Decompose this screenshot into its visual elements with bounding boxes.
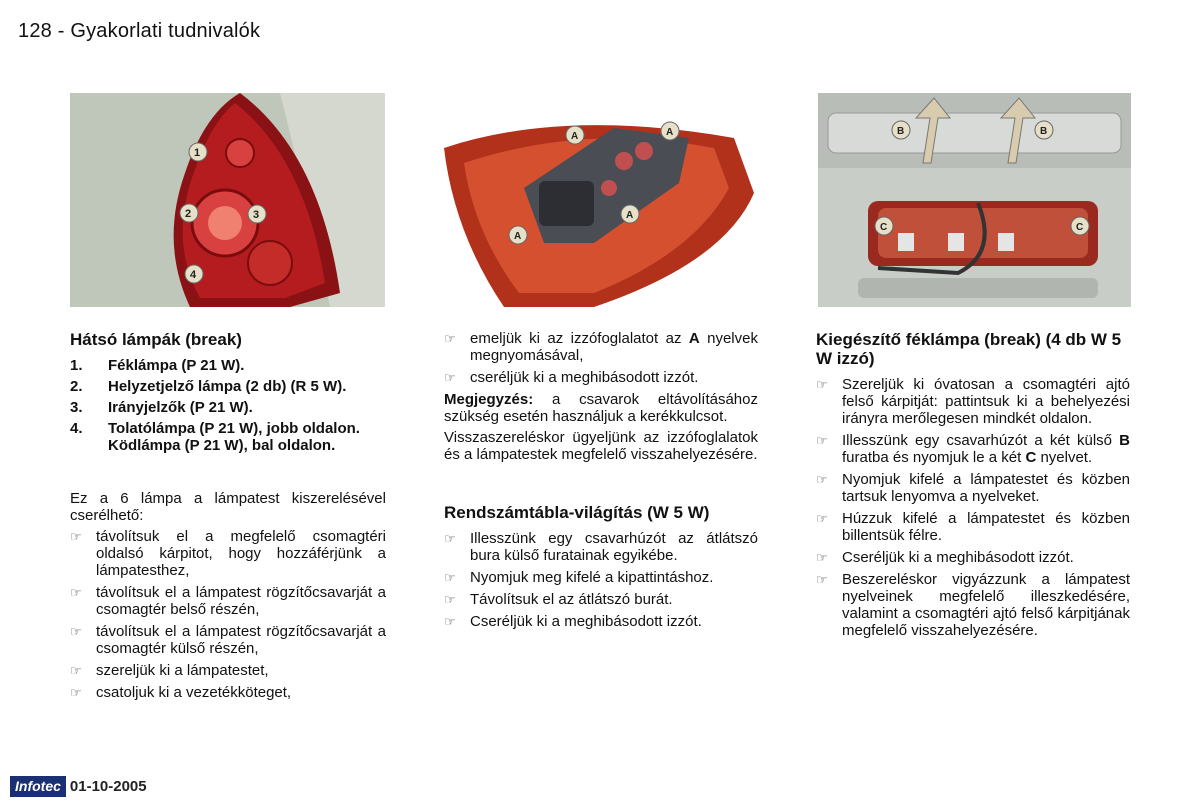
footer-date: 01-10-2005: [69, 778, 147, 795]
callout-a-3: A: [626, 210, 634, 221]
callout-a-4: A: [514, 231, 522, 242]
callout-c-1: C: [880, 222, 888, 233]
callout-a-2: A: [666, 127, 674, 138]
pointing-hand-icon: ☞: [70, 529, 82, 544]
callout-2: 2: [185, 208, 192, 220]
bullet-item: ☞ Szereljük ki óvatosan a csomagtéri ajtó felső kárpitját: pattintsuk ki a behelyezési irányra merőlegesen mindkét oldalon.: [816, 376, 1130, 427]
callout-a-1: A: [571, 131, 579, 142]
intro-text: Ez a 6 lámpa a lámpatest kiszerelésével cserélhető:: [70, 490, 386, 524]
pointing-hand-icon: ☞: [70, 585, 82, 600]
refit-text: Visszaszereléskor ügyeljünk az izzófoglalatok és a lámpatestek megfelelő visszahelyezésére.: [444, 429, 758, 463]
pointing-hand-icon: ☞: [70, 663, 82, 678]
pointing-hand-icon: ☞: [444, 531, 456, 546]
column-plate-lamp: [444, 330, 758, 635]
bullet-item: ☞ Távolítsuk el az átlátszó burát.: [444, 591, 673, 608]
callout-4: 4: [190, 269, 197, 281]
footer: [10, 776, 147, 797]
bullet-item: ☞ távolítsuk el a lámpatest rögzítőcsavarját a csomagtér belső részén,: [70, 584, 386, 618]
lamp-holder-illustration: [444, 93, 756, 307]
pointing-hand-icon: ☞: [444, 370, 456, 385]
callout-c-2: C: [1076, 222, 1084, 233]
bullet-item: ☞ távolítsuk el a lámpatest rögzítőcsavarját a csomagtér külső részén,: [70, 623, 386, 657]
callout-b-1: B: [897, 126, 905, 137]
bullet-item: ☞ távolítsuk el a megfelelő csomagtéri oldalsó kárpitot, hogy hozzáférjünk a lámpatesthez,: [70, 528, 386, 579]
bullet-item: ☞ Húzzuk kifelé a lámpatestet és közben billentsük félre.: [816, 510, 1130, 544]
bullet-item: ☞ Nyomjuk meg kifelé a kipattintáshoz.: [444, 569, 714, 586]
pointing-hand-icon: ☞: [70, 624, 82, 639]
callout-3: 3: [253, 209, 260, 221]
section-heading-brake-lamp: Kiegészítő féklámpa (break) (4 db W 5 W izzó): [816, 330, 1122, 368]
bullet-item: ☞ Cseréljük ki a meghibásodott izzót.: [444, 613, 702, 630]
list-item: 4. Tolatólámpa (P 21 W), jobb oldalon.: [70, 420, 360, 437]
column-rear-lamps: [70, 330, 386, 706]
list-item: 1. Féklámpa (P 21 W).: [70, 357, 245, 374]
bullet-item: ☞ Illesszünk egy csavarhúzót az átlátszó bura külső furatainak egyikébe.: [444, 530, 758, 564]
bullet-item: ☞ Beszereléskor vigyázzunk a lámpatest nyelveinek megfelelő illeszkedésére, valamint a csomagtéri ajtó felső kárpitjának megfelelő visszahelyezésére.: [816, 571, 1130, 639]
bullet-item: ☞ Cseréljük ki a meghibásodott izzót.: [816, 549, 1074, 566]
page-header: 128 - Gyakorlati tudnivalók: [18, 20, 261, 42]
bullet-item: ☞ emeljük ki az izzófoglalatot az A nyelvek megnyomásával,: [444, 330, 758, 364]
pointing-hand-icon: ☞: [444, 570, 456, 585]
pointing-hand-icon: ☞: [70, 685, 82, 700]
pointing-hand-icon: ☞: [444, 592, 456, 607]
pointing-hand-icon: ☞: [816, 472, 828, 487]
bullet-item: ☞ csatoljuk ki a vezetékköteget,: [70, 684, 292, 701]
pointing-hand-icon: ☞: [816, 511, 828, 526]
list-item-extra: Ködlámpa (P 21 W), bal oldalon.: [108, 437, 336, 454]
column-brake-lamp: [816, 330, 1130, 644]
pointing-hand-icon: ☞: [816, 433, 828, 448]
bullet-item: ☞ cseréljük ki a meghibásodott izzót.: [444, 369, 699, 386]
callout-b-2: B: [1040, 126, 1048, 137]
pointing-hand-icon: ☞: [444, 614, 456, 629]
section-heading-rear-lamps: Hátsó lámpák (break): [70, 330, 242, 349]
section-heading-plate-lamp: Rendszámtábla-világítás (W 5 W): [444, 503, 710, 522]
list-item: 2. Helyzetjelző lámpa (2 db) (R 5 W).: [70, 378, 347, 395]
pointing-hand-icon: ☞: [816, 377, 828, 392]
rear-lamp-illustration: [70, 93, 385, 307]
bullet-item: ☞ Illesszünk egy csavarhúzót a két külső B furatba és nyomjuk le a két C nyelvet.: [816, 432, 1130, 466]
infotec-logo: Infotec: [10, 776, 66, 797]
list-item: 3. Irányjelzők (P 21 W).: [70, 399, 253, 416]
pointing-hand-icon: ☞: [816, 550, 828, 565]
bullet-item: ☞ Nyomjuk kifelé a lámpatestet és közben tartsuk lenyomva a nyelveket.: [816, 471, 1130, 505]
note-text: Megjegyzés: a csavarok eltávolításához szükség esetén használjuk a kerékkulcsot.: [444, 391, 758, 425]
bullet-item: ☞ szereljük ki a lámpatestet,: [70, 662, 269, 679]
callout-1: 1: [194, 147, 201, 159]
pointing-hand-icon: ☞: [816, 572, 828, 587]
brake-lamp-illustration: [818, 93, 1131, 307]
pointing-hand-icon: ☞: [444, 331, 456, 346]
